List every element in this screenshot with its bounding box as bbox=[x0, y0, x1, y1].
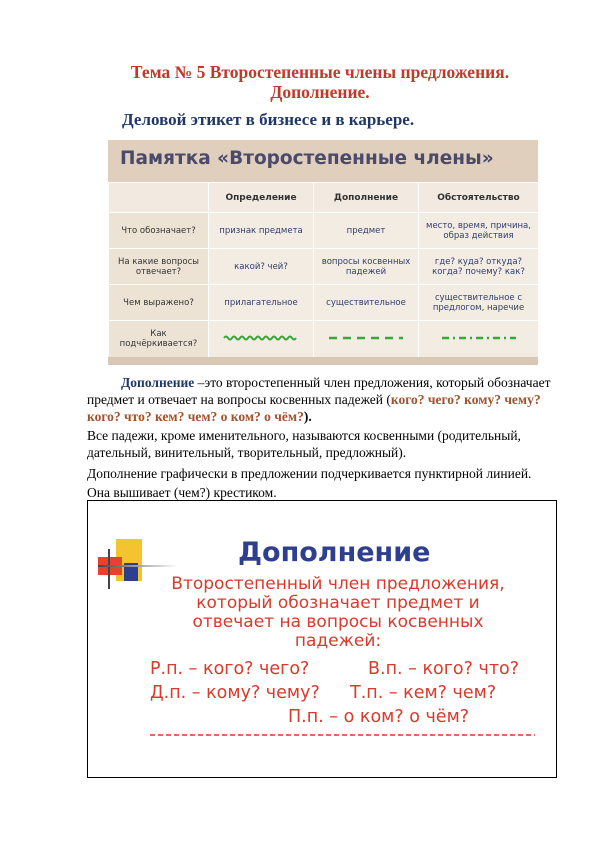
underline-rule: Дополнение графически в предложении подчеркивается пунктирной линией. bbox=[87, 466, 532, 481]
dashed-line-icon bbox=[327, 334, 405, 342]
memo-cell: где? куда? откуда? когда? почему? как? bbox=[419, 249, 539, 285]
slide-image bbox=[87, 500, 557, 778]
memo-table bbox=[108, 182, 538, 358]
cases-paragraph-line1: Все падежи, кроме именительного, называются косвенными (родительный, bbox=[87, 428, 521, 443]
example-sentence: Она вышивает (чем?) крестиком. bbox=[87, 485, 277, 500]
definition-text: –это второстепенный член предложения, который обозначает предмет и отвечает на вопросы косвенных падежей ( bbox=[87, 375, 551, 407]
wavy-line-icon bbox=[222, 334, 300, 342]
memo-image bbox=[108, 140, 538, 365]
definition-close: ). bbox=[303, 409, 312, 424]
memo-cell: существительное с предлогом, наречие bbox=[419, 285, 539, 321]
memo-title: Памятка «Второстепенные члены» bbox=[120, 148, 494, 169]
case-prepositional: П.п. – о ком? о чём? bbox=[288, 707, 470, 727]
definition-paragraph bbox=[87, 374, 557, 425]
case-questions: кого? чего? кому? чему? кого? что? кем? чем? о ком? о чём? bbox=[87, 392, 541, 424]
memo-col-header: Дополнение bbox=[314, 183, 419, 213]
memo-col-header: Обстоятельство bbox=[419, 183, 539, 213]
memo-header bbox=[108, 140, 538, 182]
memo-cell: какой? чей? bbox=[209, 249, 314, 285]
memo-cell: прилагательное bbox=[209, 285, 314, 321]
page-title: Тема № 5 Второстепенные члены предложения. bbox=[130, 62, 510, 82]
case-accusative: В.п. – кого? что? bbox=[368, 659, 520, 679]
memo-cell: существительное bbox=[314, 285, 419, 321]
cases-paragraph-line2: дательный, винительный, творительный, предложный). bbox=[87, 445, 407, 460]
page-title-line2: Дополнение. bbox=[270, 82, 370, 102]
dashdot-underline-sample bbox=[419, 321, 539, 358]
case-genitive: Р.п. – кого? чего? bbox=[150, 659, 310, 679]
term-dopolnenie: Дополнение bbox=[121, 375, 195, 390]
memo-cell: предмет bbox=[314, 213, 419, 249]
case-instrumental: Т.п. – кем? чем? bbox=[350, 683, 497, 703]
memo-row-question: Как подчёркивается? bbox=[109, 321, 209, 358]
memo-col-header: Определение bbox=[209, 183, 314, 213]
memo-cell: вопросы косвенных падежей bbox=[314, 249, 419, 285]
memo-cell: признак предмета bbox=[209, 213, 314, 249]
memo-row-question: На какие вопросы отвечает? bbox=[109, 249, 209, 285]
memo-bottom-band bbox=[108, 357, 538, 365]
slide-title: Дополнение bbox=[238, 537, 431, 568]
page-subtitle: Деловой этикет в бизнесе и в карьере. bbox=[122, 110, 415, 129]
case-dative: Д.п. – кому? чему? bbox=[150, 683, 320, 703]
memo-corner-cell bbox=[109, 183, 209, 213]
dash-dot-line-icon bbox=[440, 334, 518, 342]
memo-row-question: Чем выражено? bbox=[109, 285, 209, 321]
wavy-underline-sample bbox=[209, 321, 314, 358]
memo-row-question: Что обозначает? bbox=[109, 213, 209, 249]
dashed-underline-sample bbox=[314, 321, 419, 358]
slide-definition: Второстепенный член предложения, который обозначает предмет и отвечает на вопросы косвенных падежей: bbox=[171, 574, 505, 651]
memo-cell: место, время, причина, образ действия bbox=[419, 213, 539, 249]
dashed-underline-icon bbox=[150, 733, 535, 737]
